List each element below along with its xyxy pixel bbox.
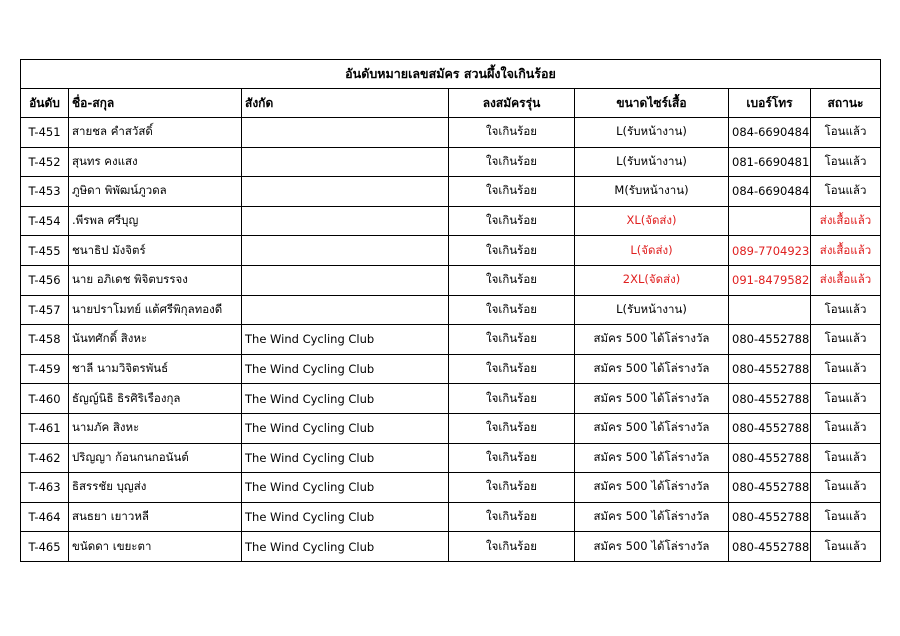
cell-shirt-size: สมัคร 500 ได้โล่รางวัล — [575, 502, 729, 532]
cell-club: The Wind Cycling Club — [242, 502, 449, 532]
cell-no: T-458 — [21, 325, 69, 355]
table-row — [21, 118, 881, 148]
cell-phone: 080-4552788 — [729, 354, 811, 384]
cell-generation: ใจเกินร้อย — [449, 502, 575, 532]
cell-generation: ใจเกินร้อย — [449, 354, 575, 384]
cell-no: T-456 — [21, 265, 69, 295]
cell-generation: ใจเกินร้อย — [449, 443, 575, 473]
cell-status: โอนแล้ว — [811, 325, 881, 355]
cell-shirt-size: สมัคร 500 ได้โล่รางวัล — [575, 473, 729, 503]
cell-club — [242, 236, 449, 266]
cell-generation: ใจเกินร้อย — [449, 384, 575, 414]
cell-name: .พีรพล ศรีบุญ — [69, 206, 242, 236]
cell-club — [242, 206, 449, 236]
cell-phone: 080-4552788 — [729, 473, 811, 503]
cell-name: ปริญญา ก้อนกนกอนันต์ — [69, 443, 242, 473]
cell-generation: ใจเกินร้อย — [449, 265, 575, 295]
cell-no: T-459 — [21, 354, 69, 384]
cell-status: โอนแล้ว — [811, 295, 881, 325]
cell-status: โอนแล้ว — [811, 443, 881, 473]
cell-phone — [729, 295, 811, 325]
cell-no: T-452 — [21, 147, 69, 177]
header-status: สถานะ — [811, 89, 881, 118]
cell-generation: ใจเกินร้อย — [449, 532, 575, 562]
cell-name: ชาลี นามวิจิตรพันธ์ — [69, 354, 242, 384]
cell-generation: ใจเกินร้อย — [449, 147, 575, 177]
header-no: อันดับ — [21, 89, 69, 118]
cell-shirt-size: L(รับหน้างาน) — [575, 147, 729, 177]
registration-sheet — [20, 59, 880, 562]
cell-club — [242, 118, 449, 148]
cell-generation: ใจเกินร้อย — [449, 177, 575, 207]
cell-phone: 081-6690481 — [729, 147, 811, 177]
cell-status: โอนแล้ว — [811, 473, 881, 503]
cell-status: ส่งเสื้อแล้ว — [811, 236, 881, 266]
table-row — [21, 295, 881, 325]
cell-club — [242, 265, 449, 295]
cell-generation: ใจเกินร้อย — [449, 473, 575, 503]
cell-phone: 080-4552788 — [729, 325, 811, 355]
cell-name: นาย อภิเดช พิจิตบรรจง — [69, 265, 242, 295]
cell-name: นายปราโมทย์ แต้ศรีพิกุลทองดี — [69, 295, 242, 325]
table-body — [21, 118, 881, 562]
cell-generation: ใจเกินร้อย — [449, 118, 575, 148]
cell-no: T-464 — [21, 502, 69, 532]
table-row — [21, 354, 881, 384]
cell-no: T-460 — [21, 384, 69, 414]
cell-status: โอนแล้ว — [811, 177, 881, 207]
header-phone: เบอร์โทร — [729, 89, 811, 118]
cell-shirt-size: สมัคร 500 ได้โล่รางวัล — [575, 354, 729, 384]
cell-club: The Wind Cycling Club — [242, 384, 449, 414]
cell-status: โอนแล้ว — [811, 354, 881, 384]
cell-phone: 080-4552788 — [729, 532, 811, 562]
table-row — [21, 206, 881, 236]
cell-generation: ใจเกินร้อย — [449, 325, 575, 355]
header-name: ชื่อ-สกุล — [69, 89, 242, 118]
table-title: อันดับหมายเลขสมัคร สวนผึ้งใจเกินร้อย — [21, 60, 881, 89]
table-row — [21, 177, 881, 207]
cell-shirt-size: L(จัดส่ง) — [575, 236, 729, 266]
table-row — [21, 325, 881, 355]
registration-table — [20, 59, 881, 562]
cell-name: ภูษิดา พิพัฒน์ภูวดล — [69, 177, 242, 207]
cell-name: นันทศักดิ์ สิงหะ — [69, 325, 242, 355]
cell-club: The Wind Cycling Club — [242, 354, 449, 384]
cell-club: The Wind Cycling Club — [242, 325, 449, 355]
header-club: สังกัด — [242, 89, 449, 118]
cell-shirt-size: สมัคร 500 ได้โล่รางวัล — [575, 413, 729, 443]
cell-club: The Wind Cycling Club — [242, 532, 449, 562]
cell-generation: ใจเกินร้อย — [449, 413, 575, 443]
cell-name: ขนัดดา เขยะตา — [69, 532, 242, 562]
cell-phone: 080-4552788 — [729, 443, 811, 473]
table-row — [21, 147, 881, 177]
cell-club — [242, 295, 449, 325]
cell-generation: ใจเกินร้อย — [449, 295, 575, 325]
cell-name: ธิสรรชัย บุญส่ง — [69, 473, 242, 503]
cell-shirt-size: M(รับหน้างาน) — [575, 177, 729, 207]
cell-phone: 084-6690484 — [729, 118, 811, 148]
cell-club: The Wind Cycling Club — [242, 443, 449, 473]
cell-no: T-453 — [21, 177, 69, 207]
table-row — [21, 384, 881, 414]
cell-no: T-455 — [21, 236, 69, 266]
cell-shirt-size: XL(จัดส่ง) — [575, 206, 729, 236]
cell-shirt-size: สมัคร 500 ได้โล่รางวัล — [575, 532, 729, 562]
cell-name: นามภัค สิงหะ — [69, 413, 242, 443]
cell-name: ธัญญ์นิธิ ธิรศิริเรืองกุล — [69, 384, 242, 414]
cell-no: T-462 — [21, 443, 69, 473]
cell-phone: 080-4552788 — [729, 502, 811, 532]
cell-status: โอนแล้ว — [811, 413, 881, 443]
cell-name: สายชล คำสวัสดิ์ — [69, 118, 242, 148]
cell-status: โอนแล้ว — [811, 118, 881, 148]
cell-status: ส่งเสื้อแล้ว — [811, 206, 881, 236]
cell-shirt-size: L(รับหน้างาน) — [575, 118, 729, 148]
table-row — [21, 265, 881, 295]
cell-club: The Wind Cycling Club — [242, 473, 449, 503]
cell-name: สนธยา เยาวหลี — [69, 502, 242, 532]
cell-shirt-size: 2XL(จัดส่ง) — [575, 265, 729, 295]
cell-shirt-size: สมัคร 500 ได้โล่รางวัล — [575, 325, 729, 355]
cell-shirt-size: สมัคร 500 ได้โล่รางวัล — [575, 384, 729, 414]
cell-generation: ใจเกินร้อย — [449, 236, 575, 266]
table-row — [21, 443, 881, 473]
cell-generation: ใจเกินร้อย — [449, 206, 575, 236]
cell-no: T-461 — [21, 413, 69, 443]
cell-phone: 084-6690484 — [729, 177, 811, 207]
table-row — [21, 236, 881, 266]
cell-status: โอนแล้ว — [811, 147, 881, 177]
cell-no: T-451 — [21, 118, 69, 148]
cell-shirt-size: L(รับหน้างาน) — [575, 295, 729, 325]
cell-phone: 091-8479582 — [729, 265, 811, 295]
header-shirt-size: ขนาดไซร์เสื้อ — [575, 89, 729, 118]
cell-phone: 080-4552788 — [729, 384, 811, 414]
table-row — [21, 502, 881, 532]
cell-status: โอนแล้ว — [811, 532, 881, 562]
cell-club — [242, 177, 449, 207]
cell-phone: 089-7704923 — [729, 236, 811, 266]
table-row — [21, 413, 881, 443]
cell-shirt-size: สมัคร 500 ได้โล่รางวัล — [575, 443, 729, 473]
header-generation: ลงสมัครรุ่น — [449, 89, 575, 118]
cell-status: โอนแล้ว — [811, 502, 881, 532]
table-row — [21, 532, 881, 562]
cell-phone — [729, 206, 811, 236]
cell-status: โอนแล้ว — [811, 384, 881, 414]
cell-status: ส่งเสื้อแล้ว — [811, 265, 881, 295]
cell-club: The Wind Cycling Club — [242, 413, 449, 443]
table-row — [21, 473, 881, 503]
cell-name: ชนาธิป มังจิตร์ — [69, 236, 242, 266]
cell-no: T-465 — [21, 532, 69, 562]
cell-no: T-454 — [21, 206, 69, 236]
cell-no: T-457 — [21, 295, 69, 325]
cell-no: T-463 — [21, 473, 69, 503]
cell-name: สุนทร คงแสง — [69, 147, 242, 177]
cell-phone: 080-4552788 — [729, 413, 811, 443]
cell-club — [242, 147, 449, 177]
